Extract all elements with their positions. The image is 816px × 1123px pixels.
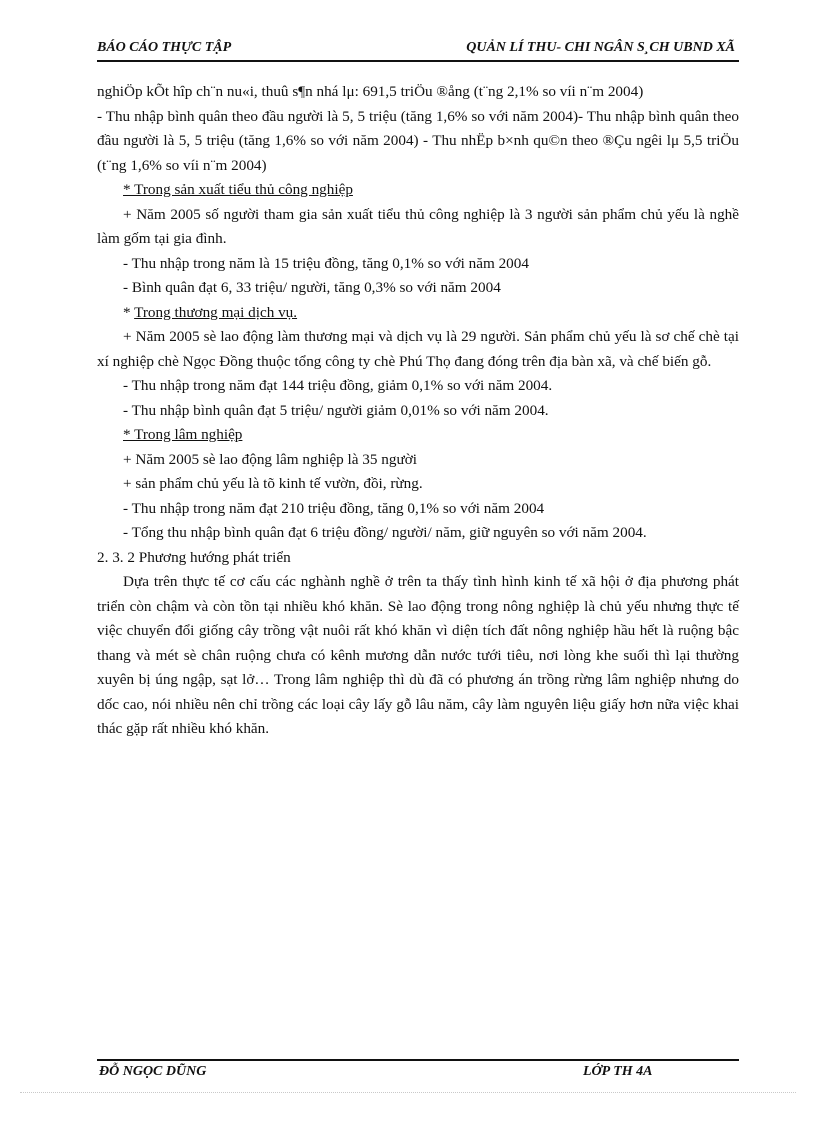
heading-handicraft-text: * Trong sản xuất tiểu thủ công nghiệp: [123, 181, 353, 198]
paragraph-avg-income: - Thu nhập bình quân theo đầu người là 5, 5 triệu (tăng 1,6% so với năm 2004)- Thu nhập bình quân theo đầu người là 5, 5 triệu (tăng 1,6% so với năm 2004) - Thu nhËp b×nh qu©n theo ®Çu ngêi lμ 5,5 triÖu (t¨ng 1,6% so víi n¨m 2004): [97, 107, 739, 174]
paragraph-handicraft-avg: - Bình quân đạt 6, 33 triệu/ người, tăng 0,3% so với năm 2004: [123, 279, 501, 296]
heading-trade-bullet: *: [123, 303, 135, 321]
header-report-title: BÁO CÁO THỰC TẬP: [97, 40, 232, 55]
header-subject-title: QUẢN LÍ THU- CHI NGÂN S¸CH UBND XÃ: [466, 40, 735, 55]
paragraph-trade-workers: + Năm 2005 sè lao động làm thương mại và dịch vụ là 29 người. Sản phẩm chủ yếu là sơ chế chè tại xí nghiệp chè Ngọc Đồng thuộc tổng công ty chè Phú Thọ đang đóng trên địa bàn xã, và chế biến gỗ.: [97, 328, 739, 370]
footer-class: LỚP TH 4A: [583, 1064, 653, 1079]
paragraph-trade-income: - Thu nhập trong năm đạt 144 triệu đồng, giảm 0,1% so với năm 2004.: [123, 377, 553, 394]
paragraph-development: Dựa trên thực tế cơ cấu các nghành nghề ở trên ta thấy tình hình kinh tế xã hội ở địa phương phát triển còn chậm và còn tồn tại nhiều khó khăn. Sè lao động trong nông nghiệp là chủ yếu nhưng thực tế việc chuyển đổi giống cây trồng vật nuôi rất khó khăn vì diện tích đất nông nghiệp hầu hết là ruộng bậc thang và mét sè chân ruộng chưa có kênh mương dẫn nước tưới tiêu, nơi lòng khe suối thì lại thường xuyên bị úng ngập, sạt lở… Trong lâm nghiệp thì dù đã có phương án trồng rừng lâm nghiệp nhưng do dốc cao, nói nhiều nên chỉ trồng các loại cây lấy gỗ lâu năm, cây làm nguyên liệu giấy hơn nữa việc khai thác gặp rất nhiều khó khăn.: [97, 573, 739, 737]
paragraph-forestry-income: - Thu nhập trong năm đạt 210 triệu đồng, tăng 0,1% so với năm 2004: [123, 499, 545, 517]
page-edge-dotted-line: [20, 1092, 796, 1093]
heading-handicraft: [97, 178, 739, 203]
paragraph-forestry-workers: + Năm 2005 sè lao động lâm nghiệp là 35 người: [123, 450, 417, 468]
heading-trade-services: [97, 301, 739, 326]
paragraph-forestry-products: + sản phẩm chủ yếu là tõ kinh tế vườn, đồi, rừng.: [123, 475, 423, 492]
paragraph-forestry-avg: - Tổng thu nhập bình quân đạt 6 triệu đồng/ người/ năm, giữ nguyên so với năm 2004.: [123, 524, 647, 541]
heading-forestry: [97, 423, 739, 448]
paragraph-handicraft-income: - Thu nhập trong năm là 15 triệu đồng, tăng 0,1% so với năm 2004: [123, 254, 529, 272]
paragraph-trade-avg: - Thu nhập bình quân đạt 5 triệu/ người giảm 0,01% so với năm 2004.: [123, 401, 549, 419]
footer-author: ĐỖ NGỌC DŨNG: [99, 1064, 207, 1079]
heading-trade-text: Trong thương mại dịch vụ.: [134, 303, 298, 321]
page-header: [97, 38, 739, 62]
heading-forestry-text: * Trong lâm nghiệp: [123, 426, 243, 443]
section-heading-development: 2. 3. 2 Phương hướng phát triển: [97, 548, 291, 566]
paragraph-handicraft-workers: + Năm 2005 số người tham gia sản xuất tiểu thủ công nghiệp là 3 người sản phẩm chủ yếu là nghề làm gốm tại gia đình.: [97, 205, 739, 247]
paragraph-agri-income: nghiÖp kÕt hîp ch¨n nu«i, thuû s¶n nhá lμ: 691,5 triÖu ®ång (t¨ng 2,1% so víi n¨m 2004): [97, 83, 644, 100]
footer-divider: [97, 1059, 739, 1061]
document-body: [97, 80, 739, 742]
page-footer: [97, 1064, 739, 1084]
